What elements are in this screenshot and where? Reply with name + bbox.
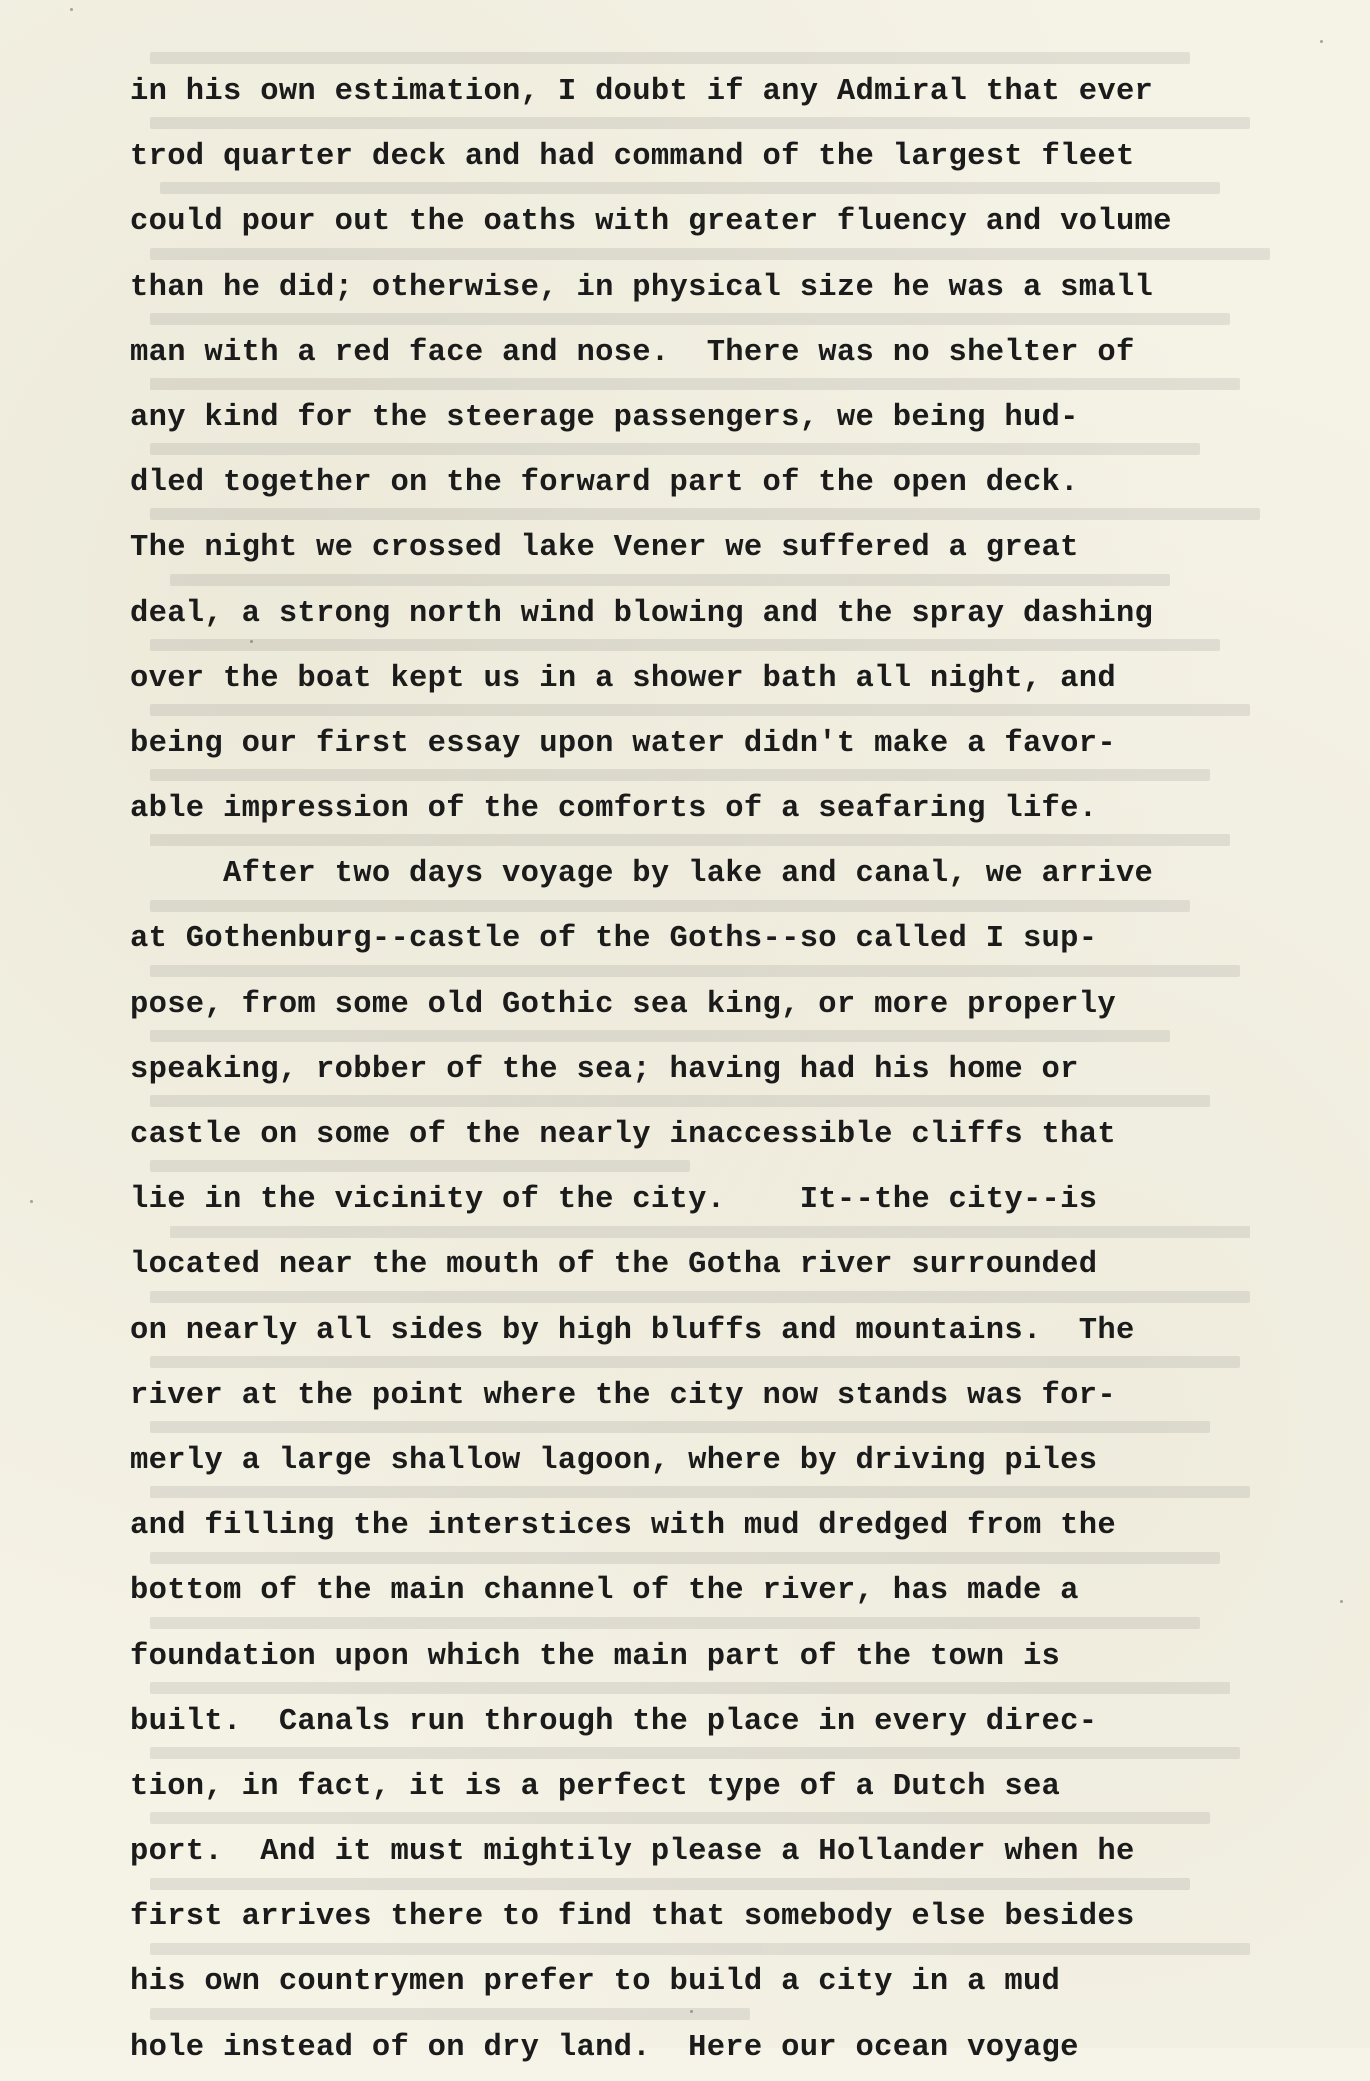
text-line: merly a large shallow lagoon, where by driving piles: [130, 1443, 1098, 1478]
text-line: castle on some of the nearly inaccessible cliffs that: [130, 1118, 1116, 1152]
text-line: foundation upon which the main part of the town is: [130, 1639, 1061, 1674]
text-line: After two days voyage by lake and canal, we arrive: [130, 857, 1154, 892]
text-line: trod quarter deck and had command of the largest fleet: [130, 140, 1135, 175]
text-line: deal, a strong north wind blowing and the spray dashing: [130, 596, 1154, 631]
text-line: located near the mouth of the Gotha river surrounded: [130, 1248, 1098, 1283]
text-line: his own countrymen prefer to build a city in a mud: [130, 1965, 1061, 2000]
paper-speck: [1320, 40, 1323, 43]
text-line: The night we crossed lake Vener we suffered a great: [130, 531, 1079, 566]
text-line: hole instead of on dry land. Here our ocean voyage: [130, 2030, 1079, 2065]
text-line: on nearly all sides by high bluffs and mountains. The: [130, 1313, 1135, 1348]
text-line: over the boat kept us in a shower bath all night, and: [130, 661, 1116, 696]
text-line: river at the point where the city now stands was for-: [130, 1378, 1116, 1413]
text-line: first arrives there to find that somebody else besides: [130, 1900, 1135, 1935]
paper-speck: [70, 8, 73, 11]
text-line: man with a red face and nose. There was no shelter of: [130, 335, 1135, 370]
paper-speck: [250, 640, 253, 643]
text-line: any kind for the steerage passengers, we being hud-: [130, 400, 1079, 435]
text-line: than he did; otherwise, in physical size he was a small: [130, 270, 1154, 305]
text-line: and filling the interstices with mud dredged from the: [130, 1509, 1116, 1544]
typewritten-text-block: [130, 60, 1280, 2081]
text-line: port. And it must mightily please a Hollander when he: [130, 1835, 1135, 1870]
text-line: lie in the vicinity of the city. It--the city--is: [130, 1183, 1098, 1218]
text-line: at Gothenburg--castle of the Goths--so called I sup-: [130, 922, 1098, 957]
paper-speck: [1340, 1600, 1343, 1603]
text-line: could pour out the oaths with greater fluency and volume: [130, 205, 1172, 240]
text-line: tion, in fact, it is a perfect type of a Dutch sea: [130, 1769, 1061, 1804]
text-line: bottom of the main channel of the river, has made a: [130, 1574, 1079, 1609]
paper-speck: [30, 1200, 33, 1203]
paper-speck: [690, 2010, 693, 2013]
text-line: speaking, robber of the sea; having had his home or: [130, 1052, 1079, 1087]
text-line: being our first essay upon water didn't make a favor-: [130, 726, 1116, 761]
text-line: able impression of the comforts of a seafaring life.: [130, 792, 1098, 827]
text-line: built. Canals run through the place in every direc-: [130, 1704, 1098, 1739]
text-line: dled together on the forward part of the open deck.: [130, 466, 1079, 501]
text-line: pose, from some old Gothic sea king, or more properly: [130, 987, 1116, 1022]
text-line: in his own estimation, I doubt if any Admiral that ever: [130, 75, 1154, 109]
